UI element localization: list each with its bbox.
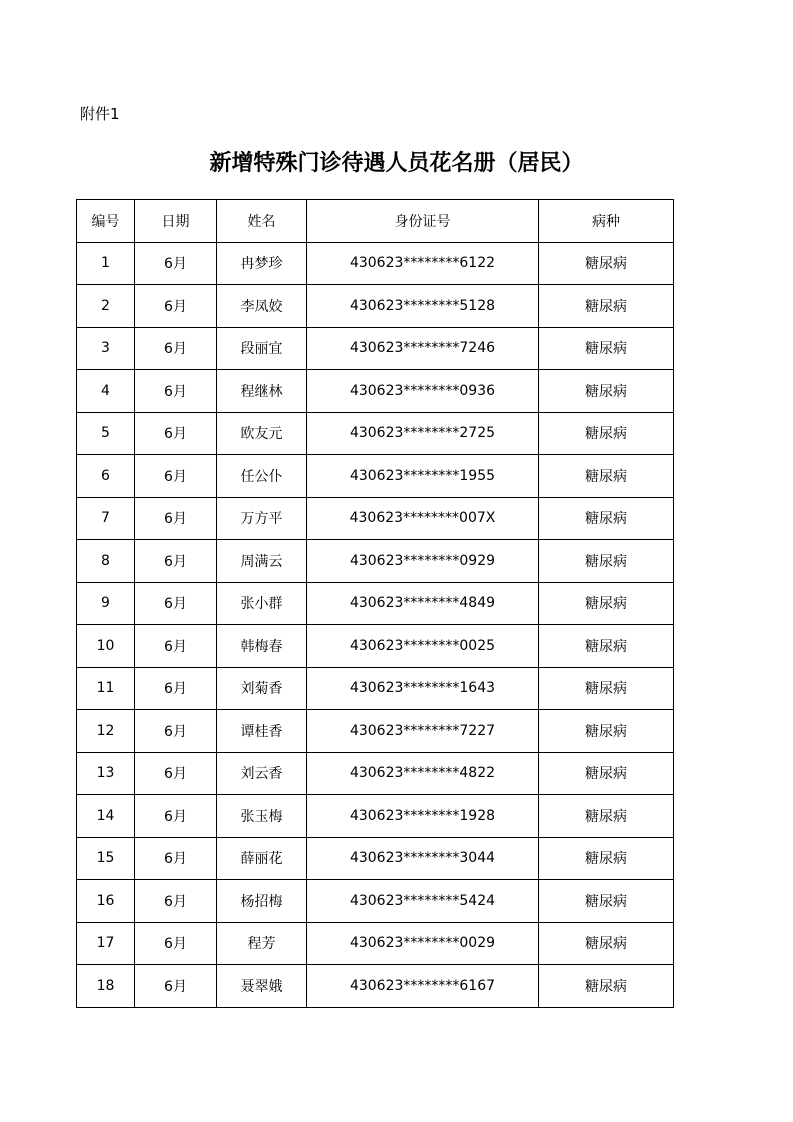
table-row bbox=[77, 455, 674, 498]
table-row bbox=[77, 625, 674, 668]
cell-name: 杨招梅 bbox=[217, 880, 307, 923]
table-row bbox=[77, 922, 674, 965]
cell-number: 10 bbox=[77, 625, 135, 668]
cell-id-number: 430623********0936 bbox=[307, 370, 539, 413]
header-name: 姓名 bbox=[217, 200, 307, 243]
table-body bbox=[77, 242, 674, 1007]
table-row bbox=[77, 667, 674, 710]
cell-disease: 糖尿病 bbox=[539, 412, 674, 455]
cell-date: 6月 bbox=[135, 837, 217, 880]
cell-disease: 糖尿病 bbox=[539, 710, 674, 753]
cell-disease: 糖尿病 bbox=[539, 922, 674, 965]
cell-name: 万方平 bbox=[217, 497, 307, 540]
table-row bbox=[77, 880, 674, 923]
cell-disease: 糖尿病 bbox=[539, 370, 674, 413]
cell-disease: 糖尿病 bbox=[539, 837, 674, 880]
cell-number: 3 bbox=[77, 327, 135, 370]
cell-number: 13 bbox=[77, 752, 135, 795]
cell-number: 18 bbox=[77, 965, 135, 1008]
cell-name: 任公仆 bbox=[217, 455, 307, 498]
table-row bbox=[77, 965, 674, 1008]
cell-name: 程芳 bbox=[217, 922, 307, 965]
table-row bbox=[77, 285, 674, 328]
cell-number: 12 bbox=[77, 710, 135, 753]
header-disease: 病种 bbox=[539, 200, 674, 243]
cell-id-number: 430623********2725 bbox=[307, 412, 539, 455]
cell-name: 欧友元 bbox=[217, 412, 307, 455]
cell-date: 6月 bbox=[135, 965, 217, 1008]
cell-name: 谭桂香 bbox=[217, 710, 307, 753]
cell-disease: 糖尿病 bbox=[539, 285, 674, 328]
cell-name: 冉梦珍 bbox=[217, 242, 307, 285]
cell-disease: 糖尿病 bbox=[539, 582, 674, 625]
cell-number: 9 bbox=[77, 582, 135, 625]
cell-date: 6月 bbox=[135, 327, 217, 370]
table-row bbox=[77, 837, 674, 880]
cell-id-number: 430623********007X bbox=[307, 497, 539, 540]
header-number: 编号 bbox=[77, 200, 135, 243]
table-row bbox=[77, 497, 674, 540]
cell-name: 程继林 bbox=[217, 370, 307, 413]
cell-name: 李凤姣 bbox=[217, 285, 307, 328]
cell-name: 张小群 bbox=[217, 582, 307, 625]
cell-id-number: 430623********5128 bbox=[307, 285, 539, 328]
cell-id-number: 430623********6122 bbox=[307, 242, 539, 285]
cell-disease: 糖尿病 bbox=[539, 497, 674, 540]
cell-date: 6月 bbox=[135, 752, 217, 795]
cell-date: 6月 bbox=[135, 710, 217, 753]
cell-number: 4 bbox=[77, 370, 135, 413]
header-date: 日期 bbox=[135, 200, 217, 243]
cell-disease: 糖尿病 bbox=[539, 455, 674, 498]
cell-id-number: 430623********7227 bbox=[307, 710, 539, 753]
cell-number: 16 bbox=[77, 880, 135, 923]
table-row bbox=[77, 540, 674, 583]
cell-disease: 糖尿病 bbox=[539, 327, 674, 370]
cell-name: 韩梅春 bbox=[217, 625, 307, 668]
cell-disease: 糖尿病 bbox=[539, 880, 674, 923]
cell-number: 1 bbox=[77, 242, 135, 285]
cell-number: 5 bbox=[77, 412, 135, 455]
cell-id-number: 430623********5424 bbox=[307, 880, 539, 923]
document-title: 新增特殊门诊待遇人员花名册（居民） bbox=[209, 150, 584, 176]
cell-disease: 糖尿病 bbox=[539, 540, 674, 583]
cell-id-number: 430623********6167 bbox=[307, 965, 539, 1008]
cell-number: 6 bbox=[77, 455, 135, 498]
cell-id-number: 430623********1643 bbox=[307, 667, 539, 710]
cell-disease: 糖尿病 bbox=[539, 965, 674, 1008]
cell-id-number: 430623********0929 bbox=[307, 540, 539, 583]
roster-table bbox=[76, 199, 674, 1008]
cell-date: 6月 bbox=[135, 880, 217, 923]
table-row bbox=[77, 582, 674, 625]
cell-disease: 糖尿病 bbox=[539, 625, 674, 668]
table-row bbox=[77, 795, 674, 838]
table-row bbox=[77, 327, 674, 370]
cell-number: 8 bbox=[77, 540, 135, 583]
cell-date: 6月 bbox=[135, 540, 217, 583]
table-header-row bbox=[77, 200, 674, 243]
cell-id-number: 430623********1928 bbox=[307, 795, 539, 838]
cell-name: 刘云香 bbox=[217, 752, 307, 795]
cell-name: 聂翠娥 bbox=[217, 965, 307, 1008]
cell-date: 6月 bbox=[135, 922, 217, 965]
cell-date: 6月 bbox=[135, 412, 217, 455]
header-id-number: 身份证号 bbox=[307, 200, 539, 243]
cell-disease: 糖尿病 bbox=[539, 795, 674, 838]
cell-id-number: 430623********7246 bbox=[307, 327, 539, 370]
cell-name: 周满云 bbox=[217, 540, 307, 583]
cell-name: 薛丽花 bbox=[217, 837, 307, 880]
cell-date: 6月 bbox=[135, 455, 217, 498]
cell-number: 7 bbox=[77, 497, 135, 540]
cell-number: 11 bbox=[77, 667, 135, 710]
cell-date: 6月 bbox=[135, 370, 217, 413]
cell-number: 14 bbox=[77, 795, 135, 838]
table-row bbox=[77, 412, 674, 455]
table-row bbox=[77, 710, 674, 753]
cell-name: 段丽宜 bbox=[217, 327, 307, 370]
cell-number: 17 bbox=[77, 922, 135, 965]
attachment-label: 附件1 bbox=[80, 105, 120, 123]
cell-name: 张玉梅 bbox=[217, 795, 307, 838]
cell-number: 15 bbox=[77, 837, 135, 880]
cell-date: 6月 bbox=[135, 667, 217, 710]
table-row bbox=[77, 242, 674, 285]
cell-disease: 糖尿病 bbox=[539, 752, 674, 795]
cell-number: 2 bbox=[77, 285, 135, 328]
cell-date: 6月 bbox=[135, 582, 217, 625]
cell-date: 6月 bbox=[135, 497, 217, 540]
cell-id-number: 430623********1955 bbox=[307, 455, 539, 498]
cell-id-number: 430623********4822 bbox=[307, 752, 539, 795]
cell-id-number: 430623********0025 bbox=[307, 625, 539, 668]
cell-date: 6月 bbox=[135, 625, 217, 668]
table-row bbox=[77, 370, 674, 413]
cell-date: 6月 bbox=[135, 285, 217, 328]
cell-date: 6月 bbox=[135, 795, 217, 838]
cell-disease: 糖尿病 bbox=[539, 242, 674, 285]
cell-id-number: 430623********0029 bbox=[307, 922, 539, 965]
table-row bbox=[77, 752, 674, 795]
cell-id-number: 430623********4849 bbox=[307, 582, 539, 625]
cell-id-number: 430623********3044 bbox=[307, 837, 539, 880]
cell-disease: 糖尿病 bbox=[539, 667, 674, 710]
cell-date: 6月 bbox=[135, 242, 217, 285]
cell-name: 刘菊香 bbox=[217, 667, 307, 710]
